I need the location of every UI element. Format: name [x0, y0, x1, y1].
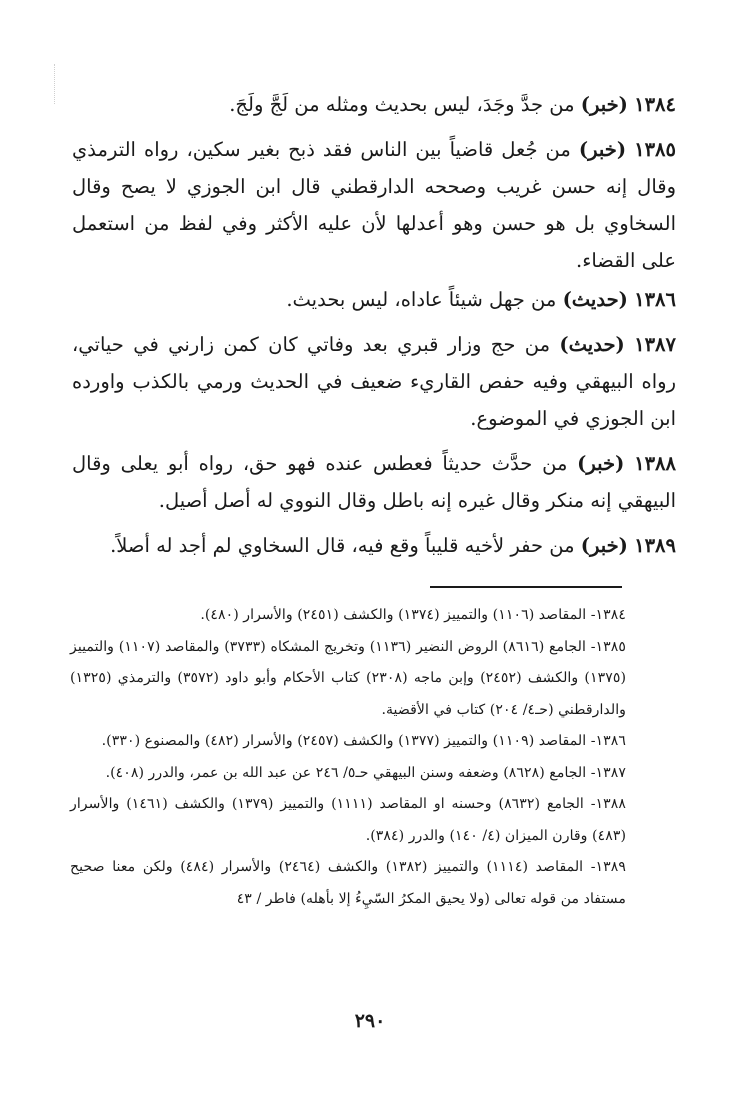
entry-tag: (حديث) — [559, 333, 625, 356]
entry-tag: (خبر) — [580, 93, 628, 116]
entry-1387 — [72, 326, 676, 437]
footnote-divider — [430, 586, 622, 588]
entry-1385 — [72, 131, 676, 279]
entry-text: من جُعل قاضياً بين الناس فقد ذبح بغير سكين، رواه الترمذي وقال إنه حسن غريب وصححه الدارقطني قال ابن الجوزي لا يصح وقال السخاوي بل هو حسن وهو أعدلها لأن عليه الأكثر وفي لفظ من استعمل على القضاء. — [72, 138, 676, 272]
entry-tag: (حديث) — [562, 288, 628, 311]
entry-text: من حج وزار قبري بعد وفاتي كان كمن زارني في حياتي، رواه البيهقي وفيه حفص القاريء ضعيف في الحديث ورمي بالكذب واورده ابن الجوزي في الموضوع. — [72, 333, 676, 430]
footnote-1385: ١٣٨٥- الجامع (٨٦١٦) الروض النضير (١١٣٦) وتخريج المشكاه (٣٧٣٣) والمقاصد (١١٠٧) والتمييز (١٣٧٥) والكشف (٢٤٥٢) وإبن ماجه (٢٣٠٨) كتاب الأحكام وأبو داود (٣٥٧٢) والترمذي (١٣٢٥) والدارقطني (حـ٤/ ٢٠٤) كتاب في الأقضية. — [70, 638, 626, 718]
footnote-1384: ١٣٨٤- المقاصد (١١٠٦) والتمييز (١٣٧٤) والكشف (٢٤٥١) والأسرار (٤٨٠). — [200, 607, 626, 623]
footnote-text: الجامع (٨٦٢٨) وضعفه وسنن البيهقي حـ٥/ ٢٤٦ عن عبد الله بن عمر، والدرر (٤٠٨). — [105, 764, 587, 781]
footnote-text: المقاصد (١١١٤) والتمييز (١٣٨٢) والكشف (٢٤٦٤) والأسرار (٤٨٤) ولكن معنا صحيح مستفاد من قوله تعالى (ولا يحيق المكرُ السّيِءُ إلا بأهله) فاطر / ٤٣ — [70, 859, 626, 907]
entry-tag: (خبر) — [580, 534, 628, 557]
entry-number: ١٣٨٩ — [634, 534, 676, 557]
entry-number: ١٣٨٤ — [634, 93, 676, 116]
footnote-number: ١٣٨٦ — [595, 733, 626, 749]
footnote-text: الجامع (٨٦٣٢) وحسنه او المقاصد (١١١١) والتمييز (١٣٧٩) والكشف (١٤٦١) والأسرار (٤٨٣) وقارن الميزان (٤/ ١٤٠) والدرر (٣٨٤). — [70, 796, 626, 844]
entry-tag: (خبر) — [577, 452, 625, 475]
entry-number: ١٣٨٧ — [634, 333, 676, 356]
footnote-1387: ١٣٨٧- الجامع (٨٦٢٨) وضعفه وسنن البيهقي حـ٥/ ٢٤٦ عن عبد الله بن عمر، والدرر (٤٠٨). — [105, 764, 626, 781]
page-number: ٢٩٠ — [354, 1010, 386, 1032]
footnote-1388: ١٣٨٨- الجامع (٨٦٣٢) وحسنه او المقاصد (١١١١) والتمييز (١٣٧٩) والكشف (١٤٦١) والأسرار (٤٨٣) وقارن الميزان (٤/ ١٤٠) والدرر (٣٨٤). — [70, 796, 626, 844]
footnote-number: ١٣٨٥ — [595, 638, 626, 655]
entry-number: ١٣٨٦ — [634, 288, 676, 311]
entry-tag: (خبر) — [578, 138, 627, 161]
footnotes — [70, 600, 626, 915]
footnote-1386: ١٣٨٦- المقاصد (١١٠٩) والتمييز (١٣٧٧) والكشف (٢٤٥٧) والأسرار (٤٨٢) والمصنوع (٣٣٠). — [101, 733, 626, 749]
entry-text: من جهل شيئاً عاداه، ليس بحديث. — [286, 288, 557, 311]
entry-text: من حفر لأخيه قليباً وقع فيه، قال السخاوي لم أجد له أصلاً. — [110, 534, 575, 557]
footnote-number: ١٣٨٤ — [595, 607, 626, 623]
footnote-text: المقاصد (١١٠٩) والتمييز (١٣٧٧) والكشف (٢٤٥٧) والأسرار (٤٨٢) والمصنوع (٣٣٠). — [101, 733, 587, 749]
footnote-text: المقاصد (١١٠٦) والتمييز (١٣٧٤) والكشف (٢٤٥١) والأسرار (٤٨٠). — [200, 607, 587, 623]
entry-text: من حدَّث حديثاً فعطس عنده فهو حق، رواه أبو يعلى وقال البيهقي إنه منكر وقال غيره إنه باطل وقال النووي له أصل أصيل. — [72, 452, 676, 512]
entry-1389 — [72, 527, 676, 564]
footnote-number: ١٣٨٩ — [595, 859, 626, 875]
entry-1386 — [72, 281, 676, 318]
footnote-number: ١٣٨٨ — [595, 796, 626, 812]
footnote-1389: ١٣٨٩- المقاصد (١١١٤) والتمييز (١٣٨٢) والكشف (٢٤٦٤) والأسرار (٤٨٤) ولكن معنا صحيح مستفاد من قوله تعالى (ولا يحيق المكرُ السّيِءُ إلا بأهله) فاطر / ٤٣ — [70, 859, 626, 907]
margin-mark — [54, 64, 56, 104]
entry-number: ١٣٨٨ — [634, 452, 676, 475]
main-text — [72, 86, 676, 572]
entry-1384 — [72, 86, 676, 123]
entry-text: من جدَّ وجَدَ، ليس بحديث ومثله من لَجَّ ولَجَ. — [229, 93, 575, 116]
footnote-number: ١٣٨٧ — [595, 764, 626, 781]
entry-1388 — [72, 445, 676, 519]
footnote-text: الجامع (٨٦١٦) الروض النضير (١١٣٦) وتخريج المشكاه (٣٧٣٣) والمقاصد (١١٠٧) والتمييز (١٣٧٥) والكشف (٢٤٥٢) وإبن ماجه (٢٣٠٨) كتاب الأحكام وأبو داود (٣٥٧٢) والترمذي (١٣٢٥) والدارقطني (حـ٤/ ٢٠٤) كتاب في الأقضية. — [70, 638, 626, 718]
entry-number: ١٣٨٥ — [634, 138, 677, 161]
